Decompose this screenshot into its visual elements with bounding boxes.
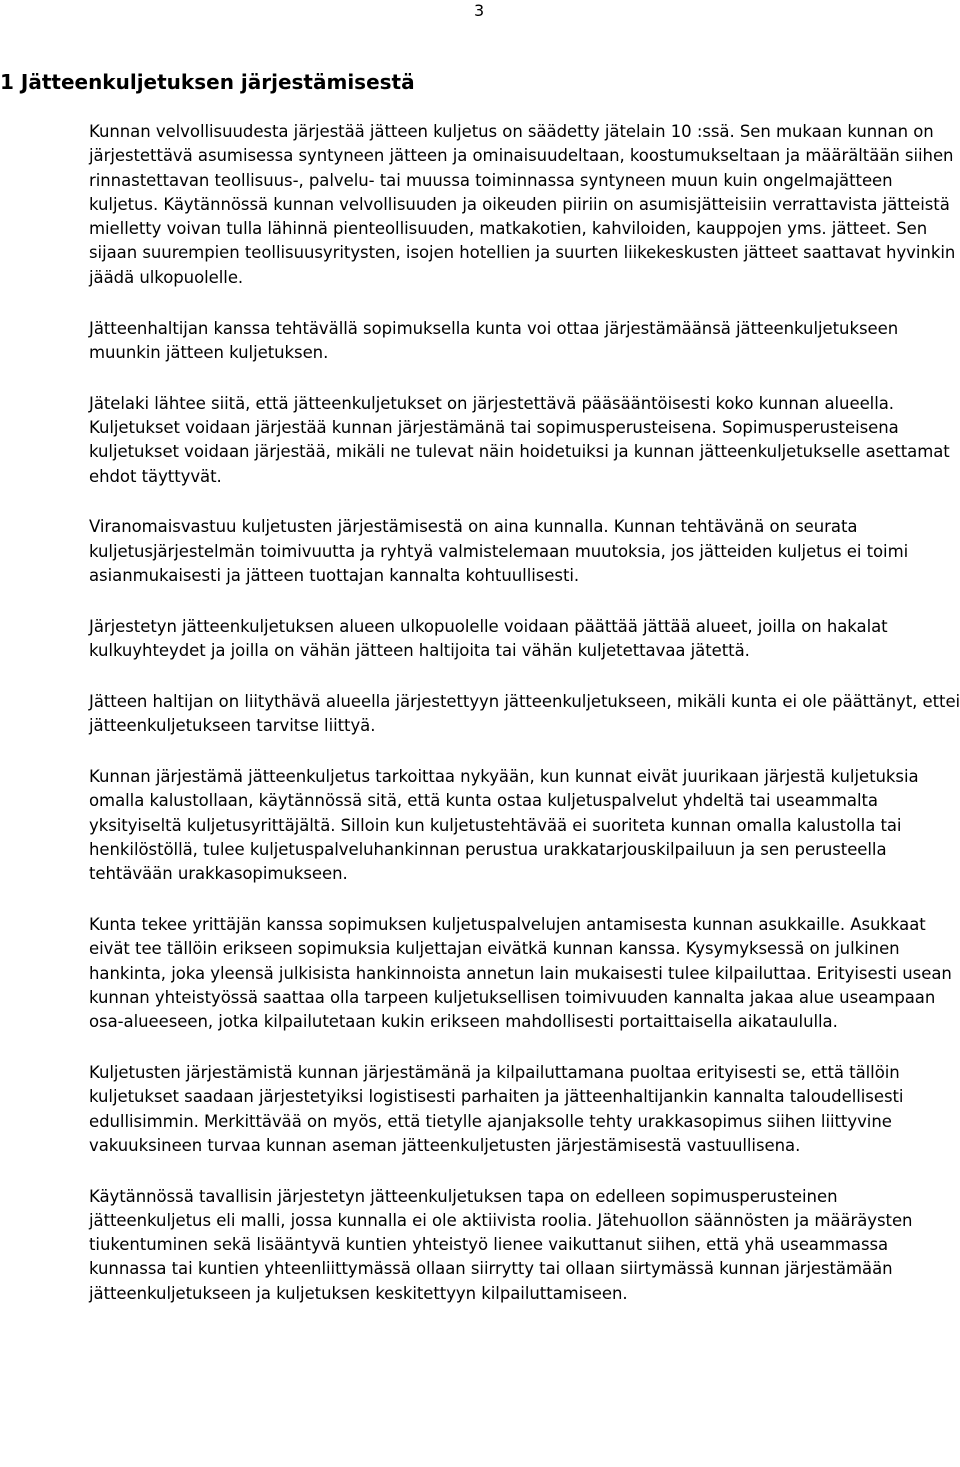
paragraph-2: Jätteenhaltijan kanssa tehtävällä sopimuksella kunta voi ottaa järjestämäänsä jätteenkuljetukseen muunkin jätteen kuljetuksen. (89, 318, 899, 362)
section-title: 1 Jätteenkuljetuksen järjestämisestä (0, 70, 415, 94)
paragraph-3: Jätelaki lähtee siitä, että jätteenkuljetukset on järjestettävä pääsääntöisesti koko kunnan alueella. Kuljetukset voidaan järjestää kunnan järjestämänä tai sopimusperusteisena. Sopimusperusteisena kuljetukset voidaan järjestää, mikäli ne tulevat näin hoidetuiksi ja kunnan jätteenkuljetukselle asettamat ehdot täyttyvät. (89, 393, 950, 486)
paragraph-7: Kunnan järjestämä jätteenkuljetus tarkoittaa nykyään, kun kunnat eivät juurikaan järjestä kuljetuksia omalla kalustollaan, käytännössä sitä, että kunta ostaa kuljetuspalvelut yhdeltä tai useammalta yksityiseltä kuljetusyrittäjältä. Silloin kun kuljetustehtävää ei suoriteta kunnan omalla kalustolla tai henkilöstöllä, tulee kuljetuspalveluhankinnan perustua urakkatarjouskilpailuun ja sen perusteella tehtävään urakkasopimukseen. (89, 766, 919, 884)
paragraph-10: Käytännössä tavallisin järjestetyn jätteenkuljetuksen tapa on edelleen sopimusperusteinen jätteenkuljetus eli malli, jossa kunnalla ei ole aktiivista roolia. Jätehuollon säännösten ja määräysten tiukentuminen sekä lisääntyvä kuntien yhteistyö lienee vaikuttanut siihen, että yhä useammassa kunnassa tai kuntien yhteenliittymässä ollaan siirrytty tai ollaan siirtymässä kunnan järjestämään jätteenkuljetukseen ja kuljetuksen keskitettyyn kilpailuttamiseen. (89, 1186, 913, 1303)
document-body (89, 120, 960, 1333)
page-number: 3 (474, 1, 485, 20)
paragraph-8: Kunta tekee yrittäjän kanssa sopimuksen kuljetuspalvelujen antamisesta kunnan asukkaille. Asukkaat eivät tee tällöin erikseen sopimuksia kuljettajan eivätkä kunnan kanssa. Kysymyksessä on julkinen hankinta, joka yleensä julkisista hankinnoista annetun lain mukaisesti tulee kilpailuttaa. Erityisesti usean kunnan yhteistyössä saattaa olla tarpeen kuljetuksellisen toimivuuden kannalta jakaa alue useampaan osa-alueeseen, jotka kilpailutetaan kukin erikseen mahdollisesti portaittaisella aikataululla. (89, 914, 952, 1032)
paragraph-9: Kuljetusten järjestämistä kunnan järjestämänä ja kilpailuttamana puoltaa erityisesti se, että tällöin kuljetukset saadaan järjestetyiksi logistisesti parhaiten ja jätteenhaltijankin kannalta taloudellisesti edullisimmin. Merkittävää on myös, että tietylle ajanjaksolle tehty urakkasopimus siihen liittyvine vakuuksineen turvaa kunnan aseman jätteenkuljetusten järjestämisestä vastuullisena. (89, 1062, 904, 1155)
paragraph-5: Järjestetyn jätteenkuljetuksen alueen ulkopuolelle voidaan päättää jättää alueet, joilla on hakalat kulkuyhteydet ja joilla on vähän jätteen haltijoita tai vähän kuljetettavaa jätettä. (89, 616, 888, 661)
paragraph-4: Viranomaisvastuu kuljetusten järjestämisestä on aina kunnalla. Kunnan tehtävänä on seurata kuljetusjärjestelmän toimivuutta ja ryhtyä valmistelemaan muutoksia, jos jätteiden kuljetus ei toimi asianmukaisesti ja jätteen tuottajan kannalta kohtuullisesti. (89, 517, 909, 585)
paragraph-1: Kunnan velvollisuudesta järjestää jätteen kuljetus on säädetty jätelain 10 :ssä. Sen mukaan kunnan on järjestettävä asumisessa syntyneen jätteen ja ominaisuudeltaan, koostumukseltaan ja määrältään siihen rinnastettavan teollisuus-, palvelu- tai muussa toiminnassa syntyneen muun kuin ongelmajätteen kuljetus. Käytännössä kunnan velvollisuuden ja oikeuden piiriin on asumisjätteisiin verrattavista jätteistä mielletty voivan tulla lähinnä pienteollisuuden, matkakotien, kahviloiden, kauppojen yms. jätteet. Sen sijaan suurempien teollisuusyritysten, isojen hotellien ja suurten liikekeskusten jätteet saattavat hyvinkin jäädä ulkopuolelle. (89, 122, 956, 287)
paragraph-6: Jätteen haltijan on liitythävä alueella järjestettyyn jätteenkuljetukseen, mikäli kunta ei ole päättänyt, ettei jätteenkuljetukseen tarvitse liittyä. (89, 691, 960, 736)
